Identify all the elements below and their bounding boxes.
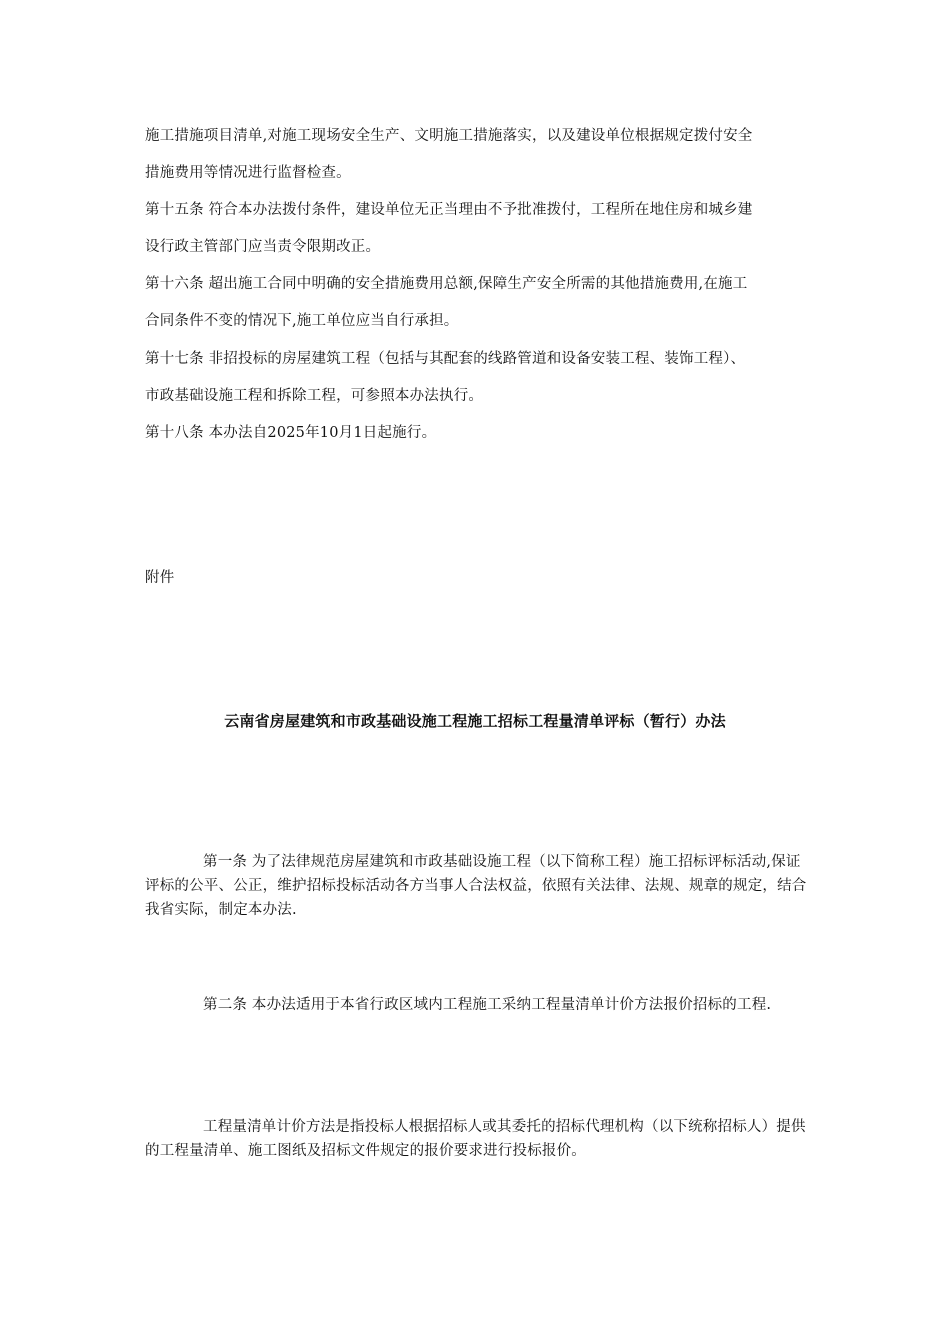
text-line: 措施费用等情况进行监督检查。 bbox=[145, 165, 351, 181]
text-line: 设行政主管部门应当责令限期改正。 bbox=[145, 239, 381, 255]
article-16-line: 第十六条 超出施工合同中明确的安全措施费用总额,保障生产安全所需的其他措施费用,在施工 bbox=[145, 276, 748, 292]
definition-paragraph: 工程量清单计价方法是指投标人根据招标人或其委托的招标代理机构（以下统称招标人）提供的工程量清单、施工图纸及招标文件规定的报价要求进行投标报价。 bbox=[145, 1119, 806, 1159]
document-title: 云南省房屋建筑和市政基础设施工程施工招标工程量清单评标（暂行）办法 bbox=[224, 712, 726, 730]
text-line: 合同条件不变的情况下,施工单位应当自行承担。 bbox=[145, 313, 459, 329]
article-17-line: 第十七条 非招投标的房屋建筑工程（包括与其配套的线路管道和设备安装工程、装饰工程）、 bbox=[145, 351, 746, 367]
article-18-line: 第十八条 本办法自2025年10月1日起施行。 bbox=[145, 425, 437, 441]
attachment-label: 附件 bbox=[145, 570, 175, 586]
article-2-paragraph: 第二条 本办法适用于本省行政区域内工程施工采纳工程量清单计价方法报价招标的工程. bbox=[203, 997, 772, 1013]
text-line: 市政基础设施工程和拆除工程，可参照本办法执行。 bbox=[145, 388, 484, 404]
article-15-line: 第十五条 符合本办法拨付条件，建设单位无正当理由不予批准拨付，工程所在地住房和城乡建 bbox=[145, 202, 753, 218]
article-1-paragraph: 第一条 为了法律规范房屋建筑和市政基础设施工程（以下简称工程）施工招标评标活动,保证评标的公平、公正，维护招标投标活动各方当事人合法权益，依照有关法律、法规、规章的规定，结合我省实际，制定本办法. bbox=[145, 854, 807, 918]
text-line: 施工措施项目清单,对施工现场安全生产、文明施工措施落实，以及建设单位根据规定拨付安全 bbox=[145, 128, 753, 144]
